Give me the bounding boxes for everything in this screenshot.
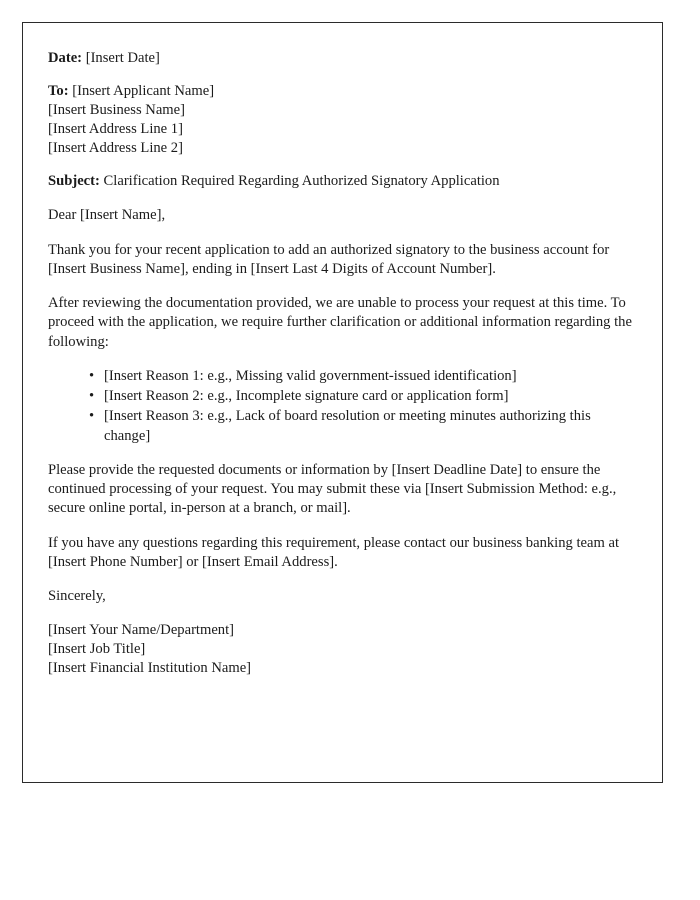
date-label: Date: <box>48 50 83 66</box>
list-item: • [Insert Reason 2: e.g., Incomplete signature card or application form] <box>89 387 634 406</box>
recipient-name-line <box>48 82 634 101</box>
date-line <box>48 49 634 68</box>
body-paragraph-2: After reviewing the documentation provided, we are unable to process your request at this time. To proceed with the application, we require further clarification or additional information regarding the following: <box>48 295 632 350</box>
body-paragraph-1: Thank you for your recent application to add an authorized signatory to the business account for [Insert Business Name], ending in [Insert Last 4 Digits of Account Number]. <box>48 241 610 277</box>
signature-block <box>48 621 634 678</box>
list-item: • [Insert Reason 3: e.g., Lack of board resolution or meeting minutes authorizing this change] <box>89 407 634 446</box>
recipient-address-line-2: [Insert Address Line 2] <box>48 140 183 157</box>
signature-job-title: [Insert Job Title] <box>48 641 146 658</box>
recipient-name: [Insert Applicant Name] <box>72 83 215 100</box>
recipient-address-block <box>48 82 634 158</box>
to-label: To: <box>48 83 69 100</box>
closing-line: Sincerely, <box>48 588 106 605</box>
signature-institution-name: [Insert Financial Institution Name] <box>48 660 252 677</box>
reasons-list <box>48 367 634 446</box>
letter-content <box>23 23 662 678</box>
subject-value: Clarification Required Regarding Authorized Signatory Application <box>103 173 500 190</box>
recipient-business-name: [Insert Business Name] <box>48 102 185 119</box>
date-value: [Insert Date] <box>85 50 160 66</box>
recipient-address-line-1: [Insert Address Line 1] <box>48 121 183 138</box>
subject-line <box>48 172 634 191</box>
signature-name-department: [Insert Your Name/Department] <box>48 622 235 639</box>
salutation: Dear [Insert Name], <box>48 207 166 224</box>
body-paragraph-3: Please provide the requested documents or information by [Insert Deadline Date] to ensure the continued processing of your request. You may submit these via [Insert Submission Method: e.g., secure online portal, in-person at a branch, or mail]. <box>48 461 617 517</box>
list-item: • [Insert Reason 1: e.g., Missing valid government-issued identification] <box>89 367 634 386</box>
body-paragraph-4: If you have any questions regarding this requirement, please contact our business banking team at [Insert Phone Number] or [Insert Email Address]. <box>48 534 620 570</box>
subject-label: Subject: <box>48 173 100 190</box>
letter-page <box>22 22 663 783</box>
